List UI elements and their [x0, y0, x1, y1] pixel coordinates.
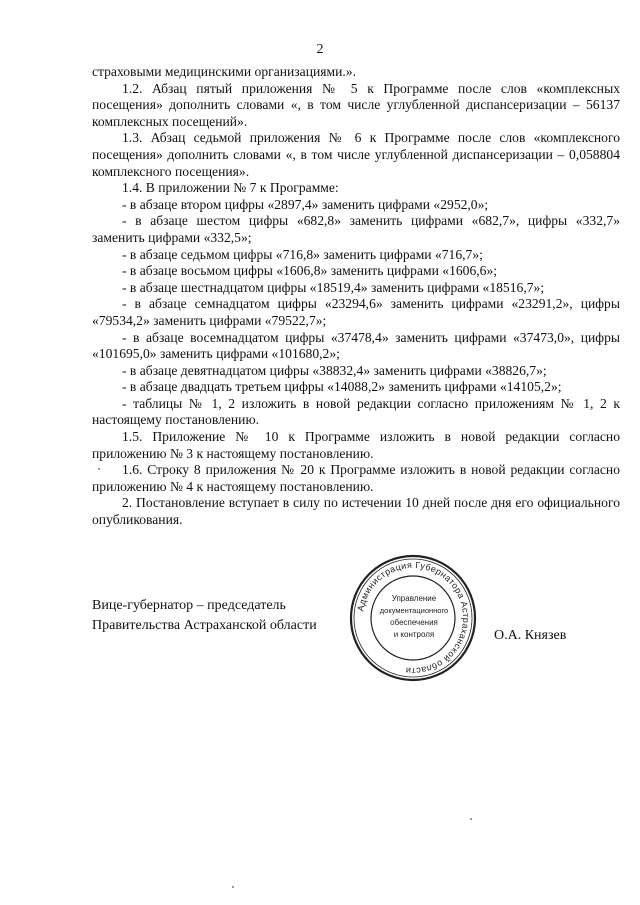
paragraph-1-3: 1.3. Абзац седьмой приложения № 6 к Программе после слов «комплексного посещения» дополнить словами «, в том числе углубленной диспансеризации – 0,058804 комплексного посещения». [92, 130, 620, 179]
list-item-1: - в абзаце втором цифры «2897,4» заменить цифрами «2952,0»; [122, 196, 489, 212]
list-item-8: - в абзаце девятнадцатом цифры «38832,4» заменить цифрами «38826,7»; [122, 362, 547, 378]
list-item-6: - в абзаце семнадцатом цифры «23294,6» заменить цифрами «23291,2», цифры «79534,2» заменить цифрами «79522,7»; [92, 296, 620, 328]
list-item-10: - таблицы № 1, 2 изложить в новой редакции согласно приложениям № 1, 2 к настоящему постановлению. [92, 395, 620, 428]
signature-title [92, 596, 317, 636]
list-item-3: - в абзаце седьмом цифры «716,8» заменить цифрами «716,7»; [122, 246, 483, 262]
signature-title-line-2: Правительства Астраханской области [92, 618, 317, 633]
list-item-5: - в абзаце шестнадцатом цифры «18519,4» заменить цифрами «18516,7»; [122, 279, 545, 295]
list-item-4: - в абзаце восьмом цифры «1606,8» заменить цифрами «1606,6»; [122, 263, 498, 279]
seal-center-line-2: документационного [379, 606, 449, 615]
paragraph-1-2: 1.2. Абзац пятый приложения № 5 к Программе после слов «комплексных посещения» дополнить словами «, в том числе углубленной диспансеризации – 56137 комплексных посещений». [92, 80, 620, 129]
seal-center-line-3: обеспечения [390, 618, 438, 627]
scan-speck [470, 818, 472, 820]
paragraph-1-5: 1.5. Приложение № 10 к Программе изложить в новой редакции согласно приложению № 3 к настоящему постановлению. [92, 429, 620, 461]
paragraph-continuation: страховыми медицинскими организациями.». [92, 64, 356, 79]
list-item-2: - в абзаце шестом цифры «682,8» заменить цифрами «682,7», цифры «332,7» заменить цифрами «332,5»; [92, 213, 620, 245]
scan-speck [98, 468, 100, 470]
official-seal [348, 553, 478, 683]
list-item-7: - в абзаце восемнадцатом цифры «37478,4» заменить цифрами «37473,0», цифры «101695,0» заменить цифрами «101680,2»; [92, 329, 620, 362]
signature-name: О.А. Князев [494, 628, 567, 643]
page-number: 2 [316, 42, 324, 57]
paragraph-2: 2. Постановление вступает в силу по истечении 10 дней после дня его официального опубликования. [92, 495, 620, 528]
paragraph-1-6: 1.6. Строку 8 приложения № 20 к Программе изложить в новой редакции согласно приложению № 4 к настоящему постановлению. [92, 462, 620, 494]
signature-title-line-1: Вице-губернатор – председатель [92, 598, 286, 613]
seal-center-line-1: Управление [391, 594, 437, 603]
seal-center-line-4: и контроля [393, 630, 435, 639]
document-body [92, 64, 620, 529]
paragraph-1-4: 1.4. В приложении № 7 к Программе: [122, 180, 339, 196]
seal-ring-text-path: Администрация Губернатора Астраханской области [355, 559, 472, 677]
list-item-9: - в абзаце двадцать третьем цифры «14088,2» заменить цифрами «14105,2»; [122, 379, 562, 395]
scan-speck [232, 886, 234, 888]
